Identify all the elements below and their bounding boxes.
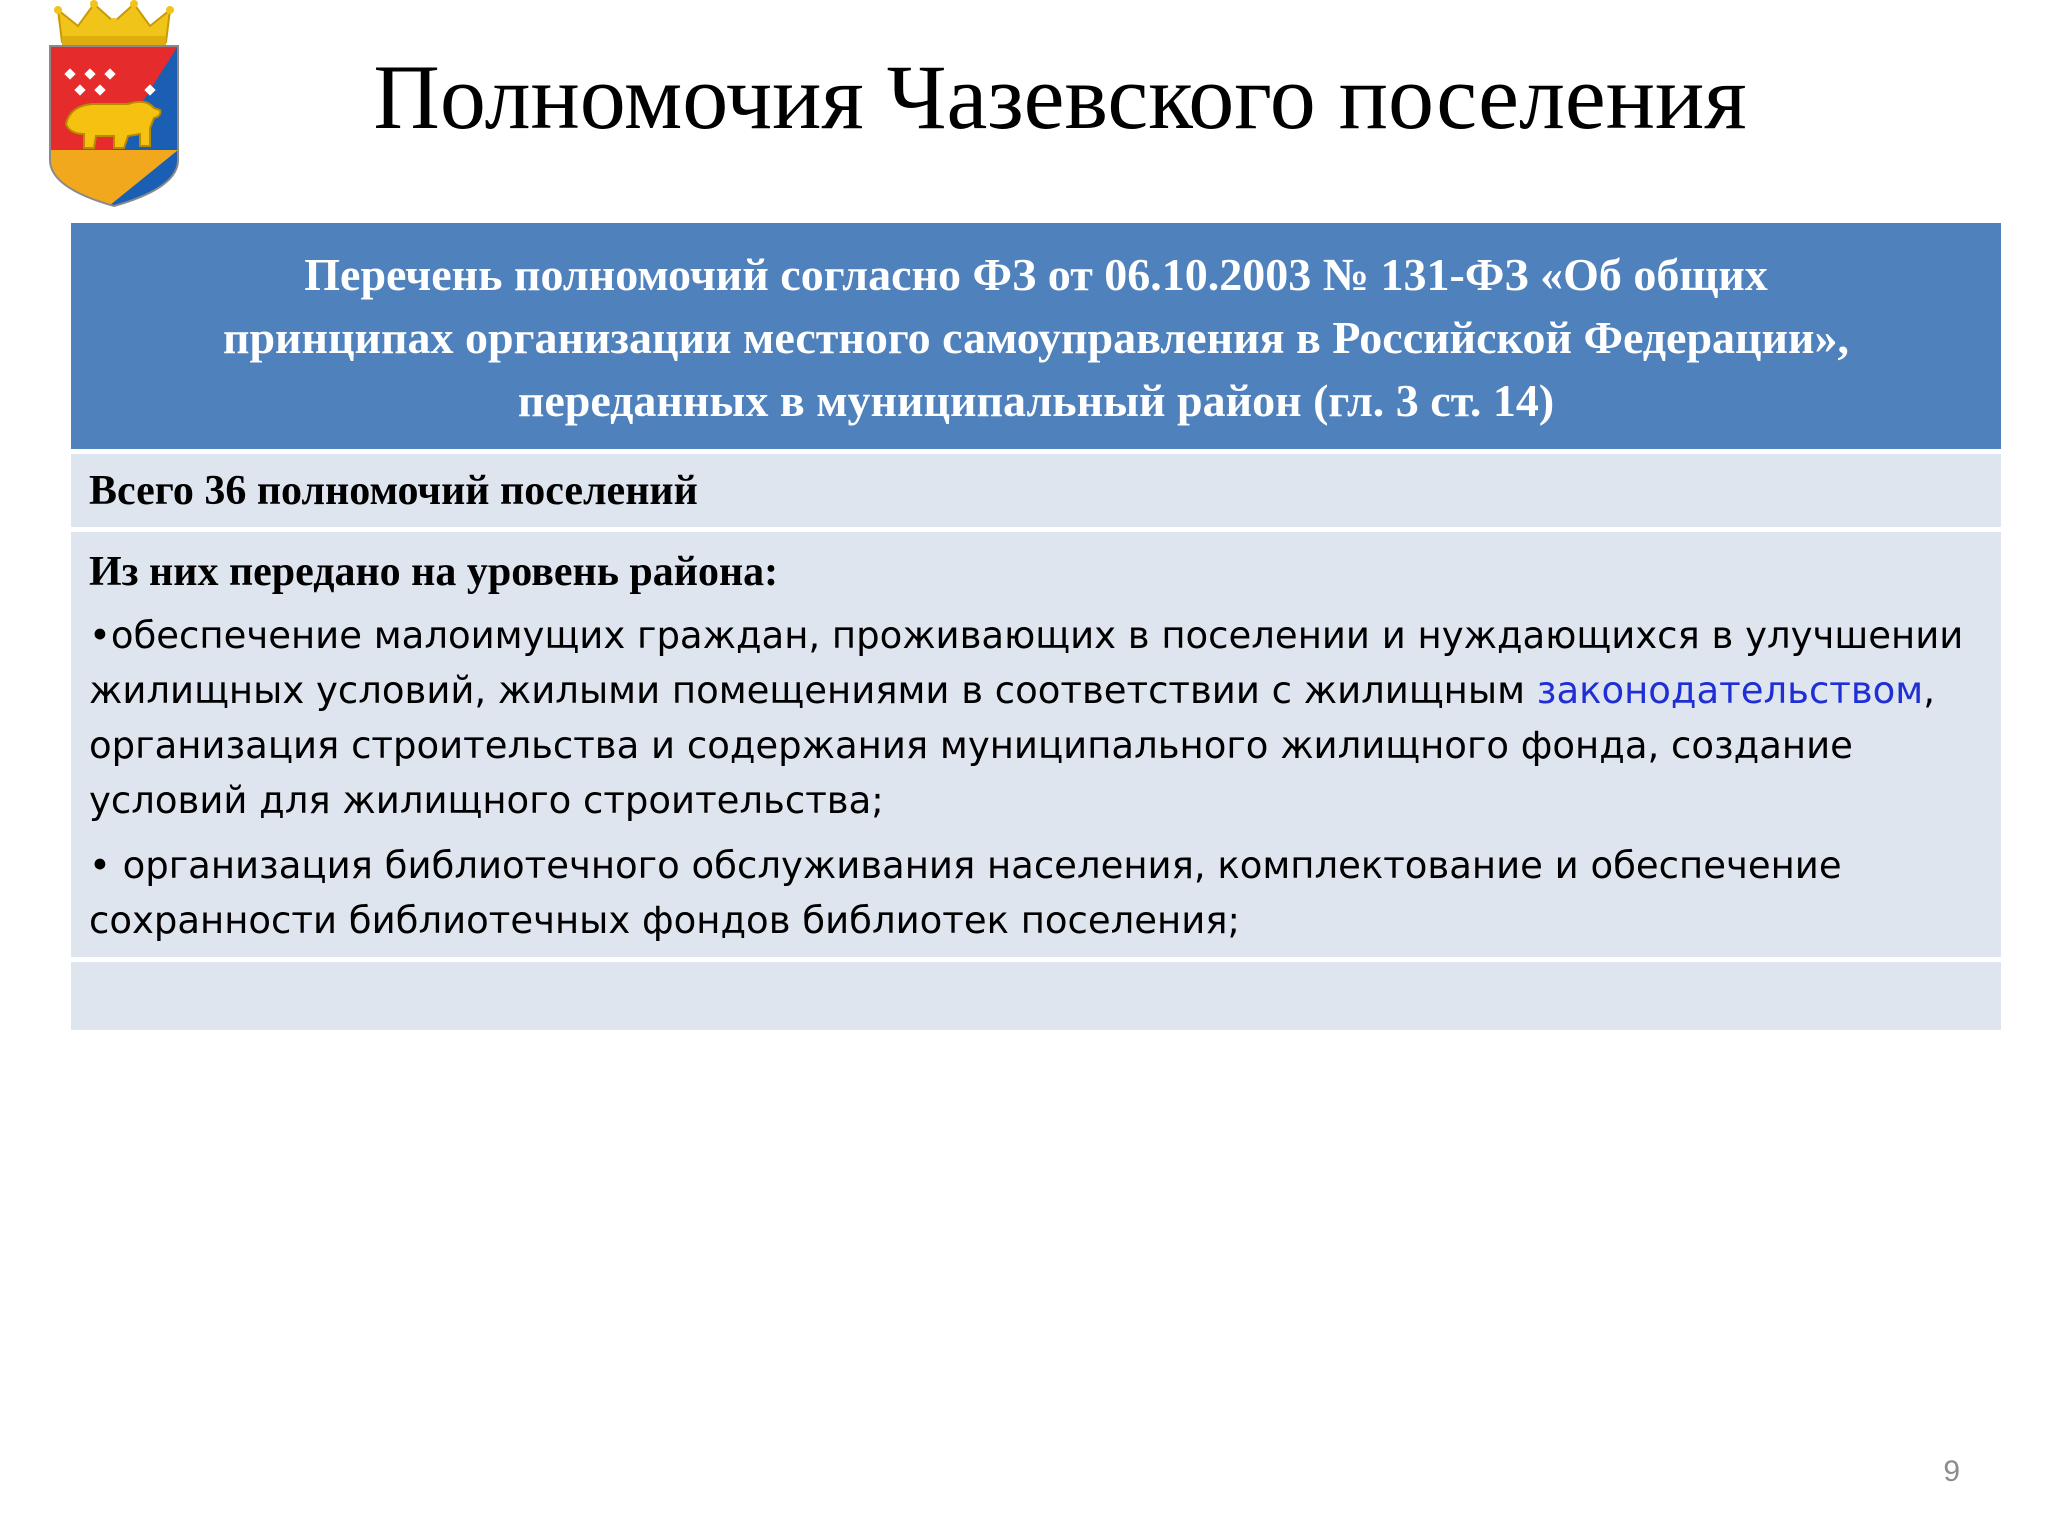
table-header-line: принципах организации местного самоуправления в Российской Федерации», [222,312,1850,363]
list-item-line: сохранности библиотечных фондов библиотек поселения; [89,899,1241,942]
list-item-line: • организация библиотечного обслуживания населения, комплектование и обеспечение [89,844,1842,887]
page-number: 9 [1943,1455,1960,1488]
total-powers-text: Всего 36 полномочий поселений [89,468,698,514]
list-item-text: , [1923,669,1935,712]
list-item-text: жилищных условий, жилыми помещениями в соответствии с жилищным [89,669,1537,712]
details-heading: Из них передано на уровень района: [89,549,779,595]
list-item-line: организация строительства и содержания муниципального жилищного фонда, создание [89,724,1853,767]
list-item-line [89,663,1983,718]
table-row-empty [71,962,2001,1030]
table-row-total [71,454,2001,532]
table-row-details [71,532,2001,962]
list-item [89,608,1983,828]
table-header-line: Перечень полномочий согласно ФЗ от 06.10.2003 № 131-ФЗ «Об общих [304,249,1768,300]
coat-of-arms-icon [44,0,184,210]
coat-of-arms [44,0,184,210]
legislation-link[interactable]: законодательством [1536,669,1924,712]
table-header [71,223,2001,454]
list-item [89,838,1983,948]
slide-title: Полномочия Чазевского поселения [373,46,1747,148]
table-header-line: переданных в муниципальный район (гл. 3 ст. 14) [517,375,1555,426]
shield-icon [44,40,184,210]
powers-table [71,223,2001,1030]
list-item-line: условий для жилищного строительства; [89,779,884,822]
crown-icon [54,0,174,46]
list-item-line: •обеспечение малоимущих граждан, проживающих в поселении и нуждающихся в улучшении [89,614,1964,657]
